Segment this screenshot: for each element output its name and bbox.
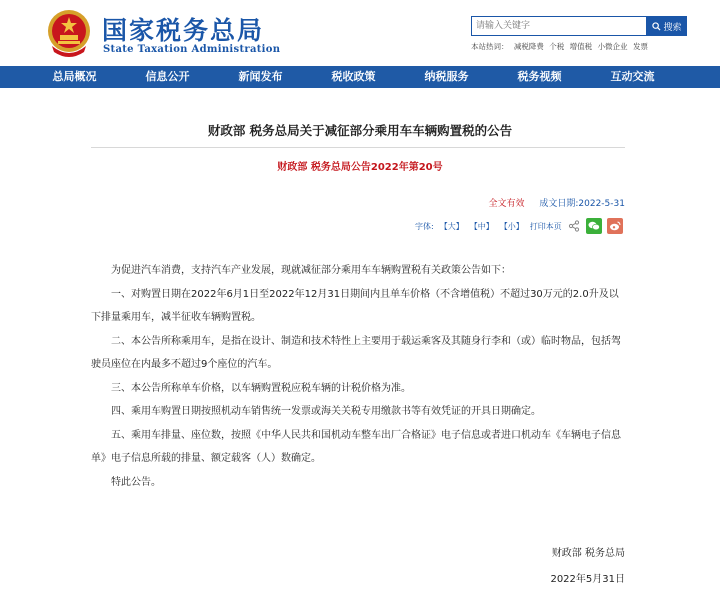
site-name[interactable]: 国家税务总局 [102, 16, 265, 45]
paragraph: 一、对购置日期在2022年6月1日至2022年12月31日期间内且单车价格（不含增值税）不超过30万元的2.0升及以下排量乘用车，减半征收车辆购置税。 [91, 288, 619, 323]
title-divider [91, 147, 625, 148]
font-small-button[interactable]: 【小】 [499, 221, 524, 231]
search-button-label: 搜索 [663, 22, 682, 33]
site-name-en: State Taxation Administration [103, 44, 281, 55]
weibo-share-icon[interactable] [607, 218, 623, 234]
hot-word[interactable]: 增值税 [569, 42, 593, 51]
article-body [91, 259, 625, 494]
search-icon [652, 22, 661, 31]
nav-item-disclosure[interactable]: 信息公开 [145, 70, 190, 83]
nav-item-interaction[interactable]: 互动交流 [610, 70, 655, 83]
print-button[interactable]: 打印本页 [529, 221, 562, 231]
paragraph: 四、乘用车购置日期按照机动车销售统一发票或海关关税专用缴款书等有效凭证的开具日期确定。 [111, 406, 541, 417]
font-large-button[interactable]: 【大】 [439, 221, 464, 231]
hot-word[interactable]: 发票 [632, 42, 648, 51]
search-button[interactable] [647, 16, 687, 36]
document-number: 财政部 税务总局公告2022年第20号 [277, 162, 443, 173]
hot-words-label: 本站热词： [471, 42, 509, 51]
signer: 财政部 税务总局 [551, 548, 625, 559]
nav-item-service[interactable]: 纳税服务 [424, 70, 469, 83]
paragraph: 二、本公告所称乘用车，是指在设计、制造和技术特性上主要用于载运乘客及其随身行李和（或）临时物品，包括驾驶员座位在内最多不超过9个座位的汽车。 [91, 335, 621, 370]
issue-date: 成文日期:2022-5-31 [539, 199, 625, 209]
nav-item-video[interactable]: 税务视频 [517, 70, 562, 83]
paragraph: 特此公告。 [111, 476, 161, 488]
share-icon[interactable] [568, 220, 580, 232]
paragraph: 为促进汽车消费，支持汽车产业发展，现就减征部分乘用车车辆购置税有关政策公告如下： [111, 265, 511, 276]
search-input[interactable] [471, 16, 647, 36]
article-title: 财政部 税务总局关于减征部分乘用车车辆购置税的公告 [207, 123, 513, 138]
site-header [0, 0, 720, 66]
main-nav [0, 66, 720, 88]
status-line [488, 196, 625, 209]
wechat-icon [588, 221, 600, 231]
hot-words [471, 41, 651, 52]
weibo-icon [609, 221, 621, 231]
font-medium-button[interactable]: 【中】 [469, 221, 494, 231]
font-size-label: 字体: [415, 221, 434, 231]
validity-status: 全文有效 [488, 199, 525, 209]
nav-item-news[interactable]: 新闻发布 [238, 70, 283, 83]
sign-date: 2022年5月31日 [550, 574, 625, 585]
national-emblem-icon[interactable] [46, 8, 92, 58]
hot-word[interactable]: 个税 [549, 42, 565, 51]
hot-word[interactable]: 小微企业 [597, 42, 628, 51]
nav-item-policy[interactable]: 税收政策 [331, 70, 376, 83]
paragraph: 三、本公告所称单车价格，以车辆购置税应税车辆的计税价格为准。 [111, 382, 411, 394]
nav-item-overview[interactable]: 总局概况 [52, 70, 97, 83]
hot-word[interactable]: 减税降费 [513, 42, 544, 51]
wechat-share-icon[interactable] [586, 218, 602, 234]
paragraph: 五、乘用车排量、座位数，按照《中华人民共和国机动车整车出厂合格证》电子信息或者进口机动车《车辆电子信息单》电子信息所载的排量、额定载客（人）数确定。 [91, 429, 621, 464]
article-tools [415, 216, 623, 236]
